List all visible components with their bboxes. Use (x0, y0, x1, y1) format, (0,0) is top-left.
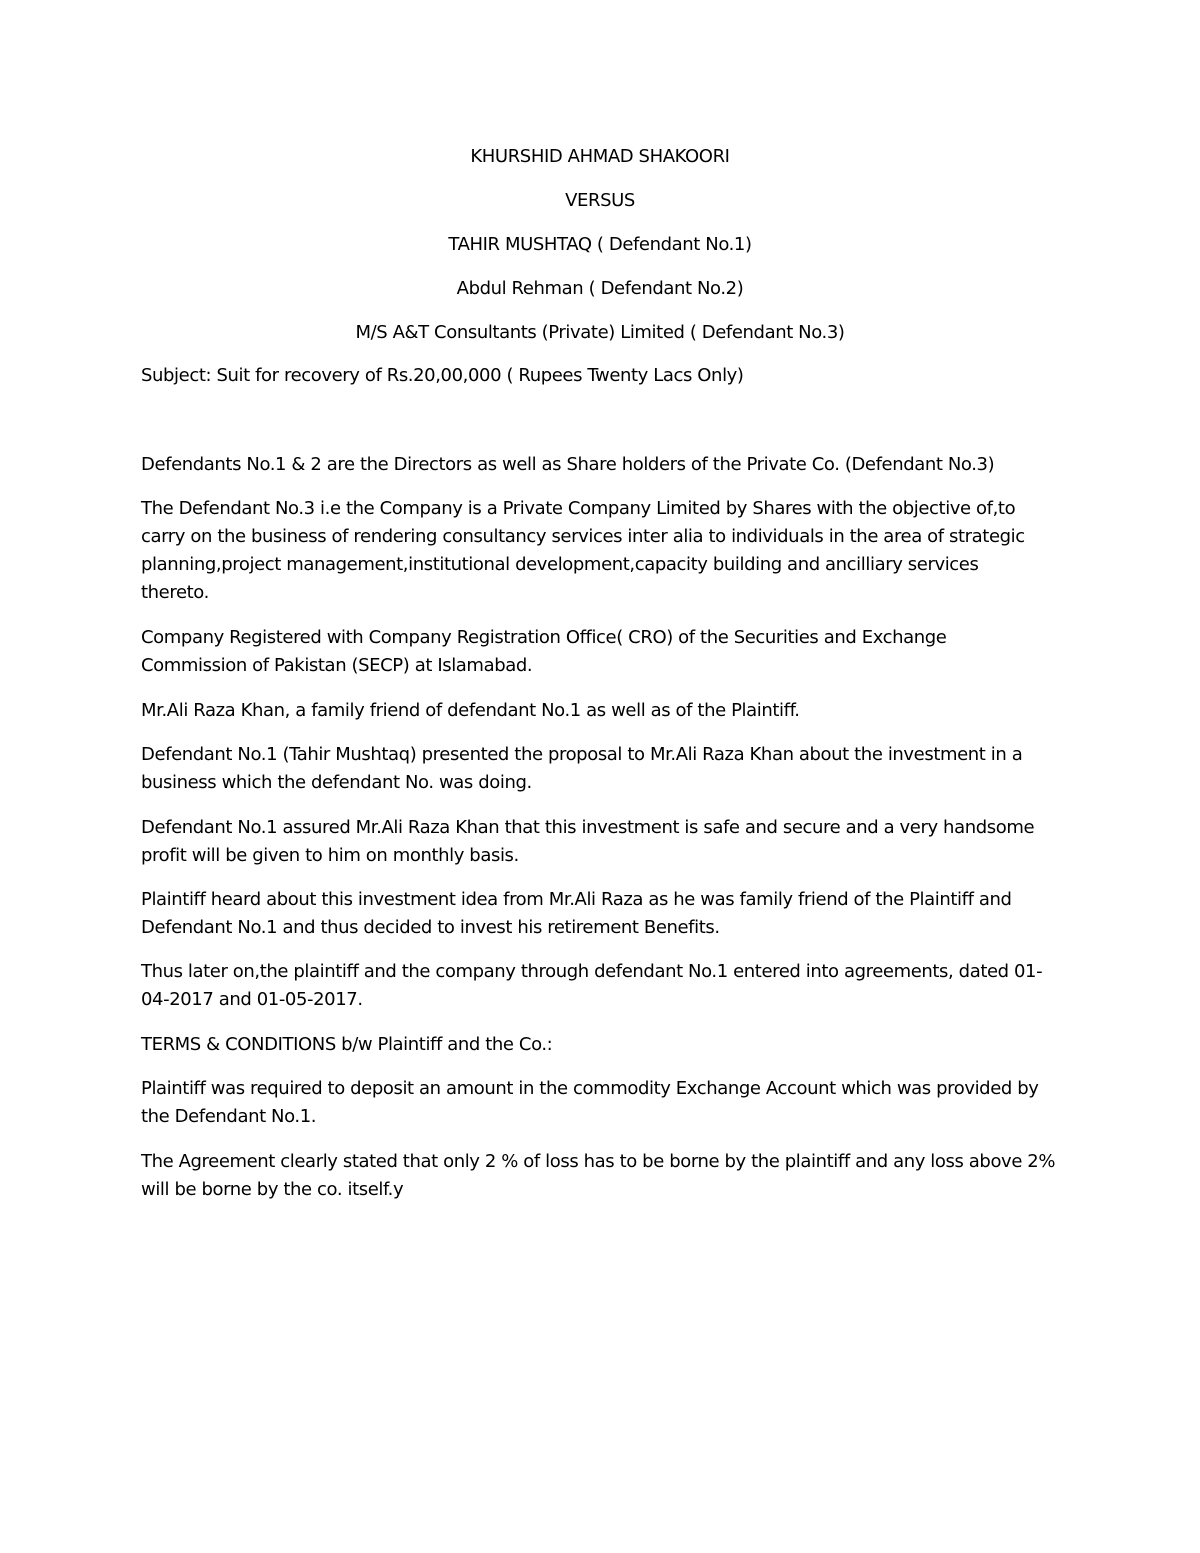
paragraph-line: Defendant No.1 (Tahir Mushtaq) presented the proposal to Mr.Ali Raza Khan about the investment in a (141, 744, 1023, 765)
defendant-2: Abdul Rehman ( Defendant No.2) (456, 278, 744, 299)
paragraph-line: Defendants No.1 & 2 are the Directors as well as Share holders of the Private Co. (Defendant No.3) (141, 454, 995, 475)
paragraph-line: Defendant No.1 assured Mr.Ali Raza Khan that this investment is safe and secure and a very handsome (141, 817, 1035, 838)
paragraph-line: Plaintiff heard about this investment idea from Mr.Ali Raza as he was family friend of the Plaintiff and (141, 889, 1012, 910)
subject-line: Subject: Suit for recovery of Rs.20,00,000 ( Rupees Twenty Lacs Only) (141, 365, 744, 386)
paragraph-line: Defendant No.1 and thus decided to invest his retirement Benefits. (141, 917, 720, 938)
paragraph-line: Mr.Ali Raza Khan, a family friend of defendant No.1 as well as of the Plaintiff. (141, 700, 800, 721)
paragraph-line: planning,project management,institutional development,capacity building and ancilliary services (141, 554, 979, 575)
paragraph-line: thereto. (141, 582, 209, 603)
versus-label: VERSUS (565, 190, 635, 211)
defendant-1: TAHIR MUSHTAQ ( Defendant No.1) (448, 234, 752, 255)
paragraph-line: The Defendant No.3 i.e the Company is a Private Company Limited by Shares with the objective of,to (141, 498, 1016, 519)
paragraph-line: profit will be given to him on monthly basis. (141, 845, 519, 866)
paragraph-line: Plaintiff was required to deposit an amount in the commodity Exchange Account which was provided by (141, 1078, 1039, 1099)
paragraph-line: the Defendant No.1. (141, 1106, 317, 1127)
paragraph-line: carry on the business of rendering consultancy services inter alia to individuals in the area of strategic (141, 526, 1025, 547)
paragraph-line: will be borne by the co. itself.y (141, 1179, 404, 1200)
defendant-3: M/S A&T Consultants (Private) Limited ( Defendant No.3) (355, 322, 845, 343)
paragraph-line: Thus later on,the plaintiff and the company through defendant No.1 entered into agreements, dated 01- (141, 961, 1043, 982)
paragraph-line: TERMS & CONDITIONS b/w Plaintiff and the Co.: (141, 1034, 553, 1055)
paragraph-line: The Agreement clearly stated that only 2 % of loss has to be borne by the plaintiff and any loss above 2% (141, 1151, 1056, 1172)
paragraph-line: Commission of Pakistan (SECP) at Islamabad. (141, 655, 533, 676)
paragraph-line: Company Registered with Company Registration Office( CRO) of the Securities and Exchange (141, 627, 947, 648)
paragraph-line: business which the defendant No. was doing. (141, 772, 532, 793)
paragraph-line: 04-2017 and 01-05-2017. (141, 989, 363, 1010)
plaintiff-name: KHURSHID AHMAD SHAKOORI (470, 146, 730, 167)
